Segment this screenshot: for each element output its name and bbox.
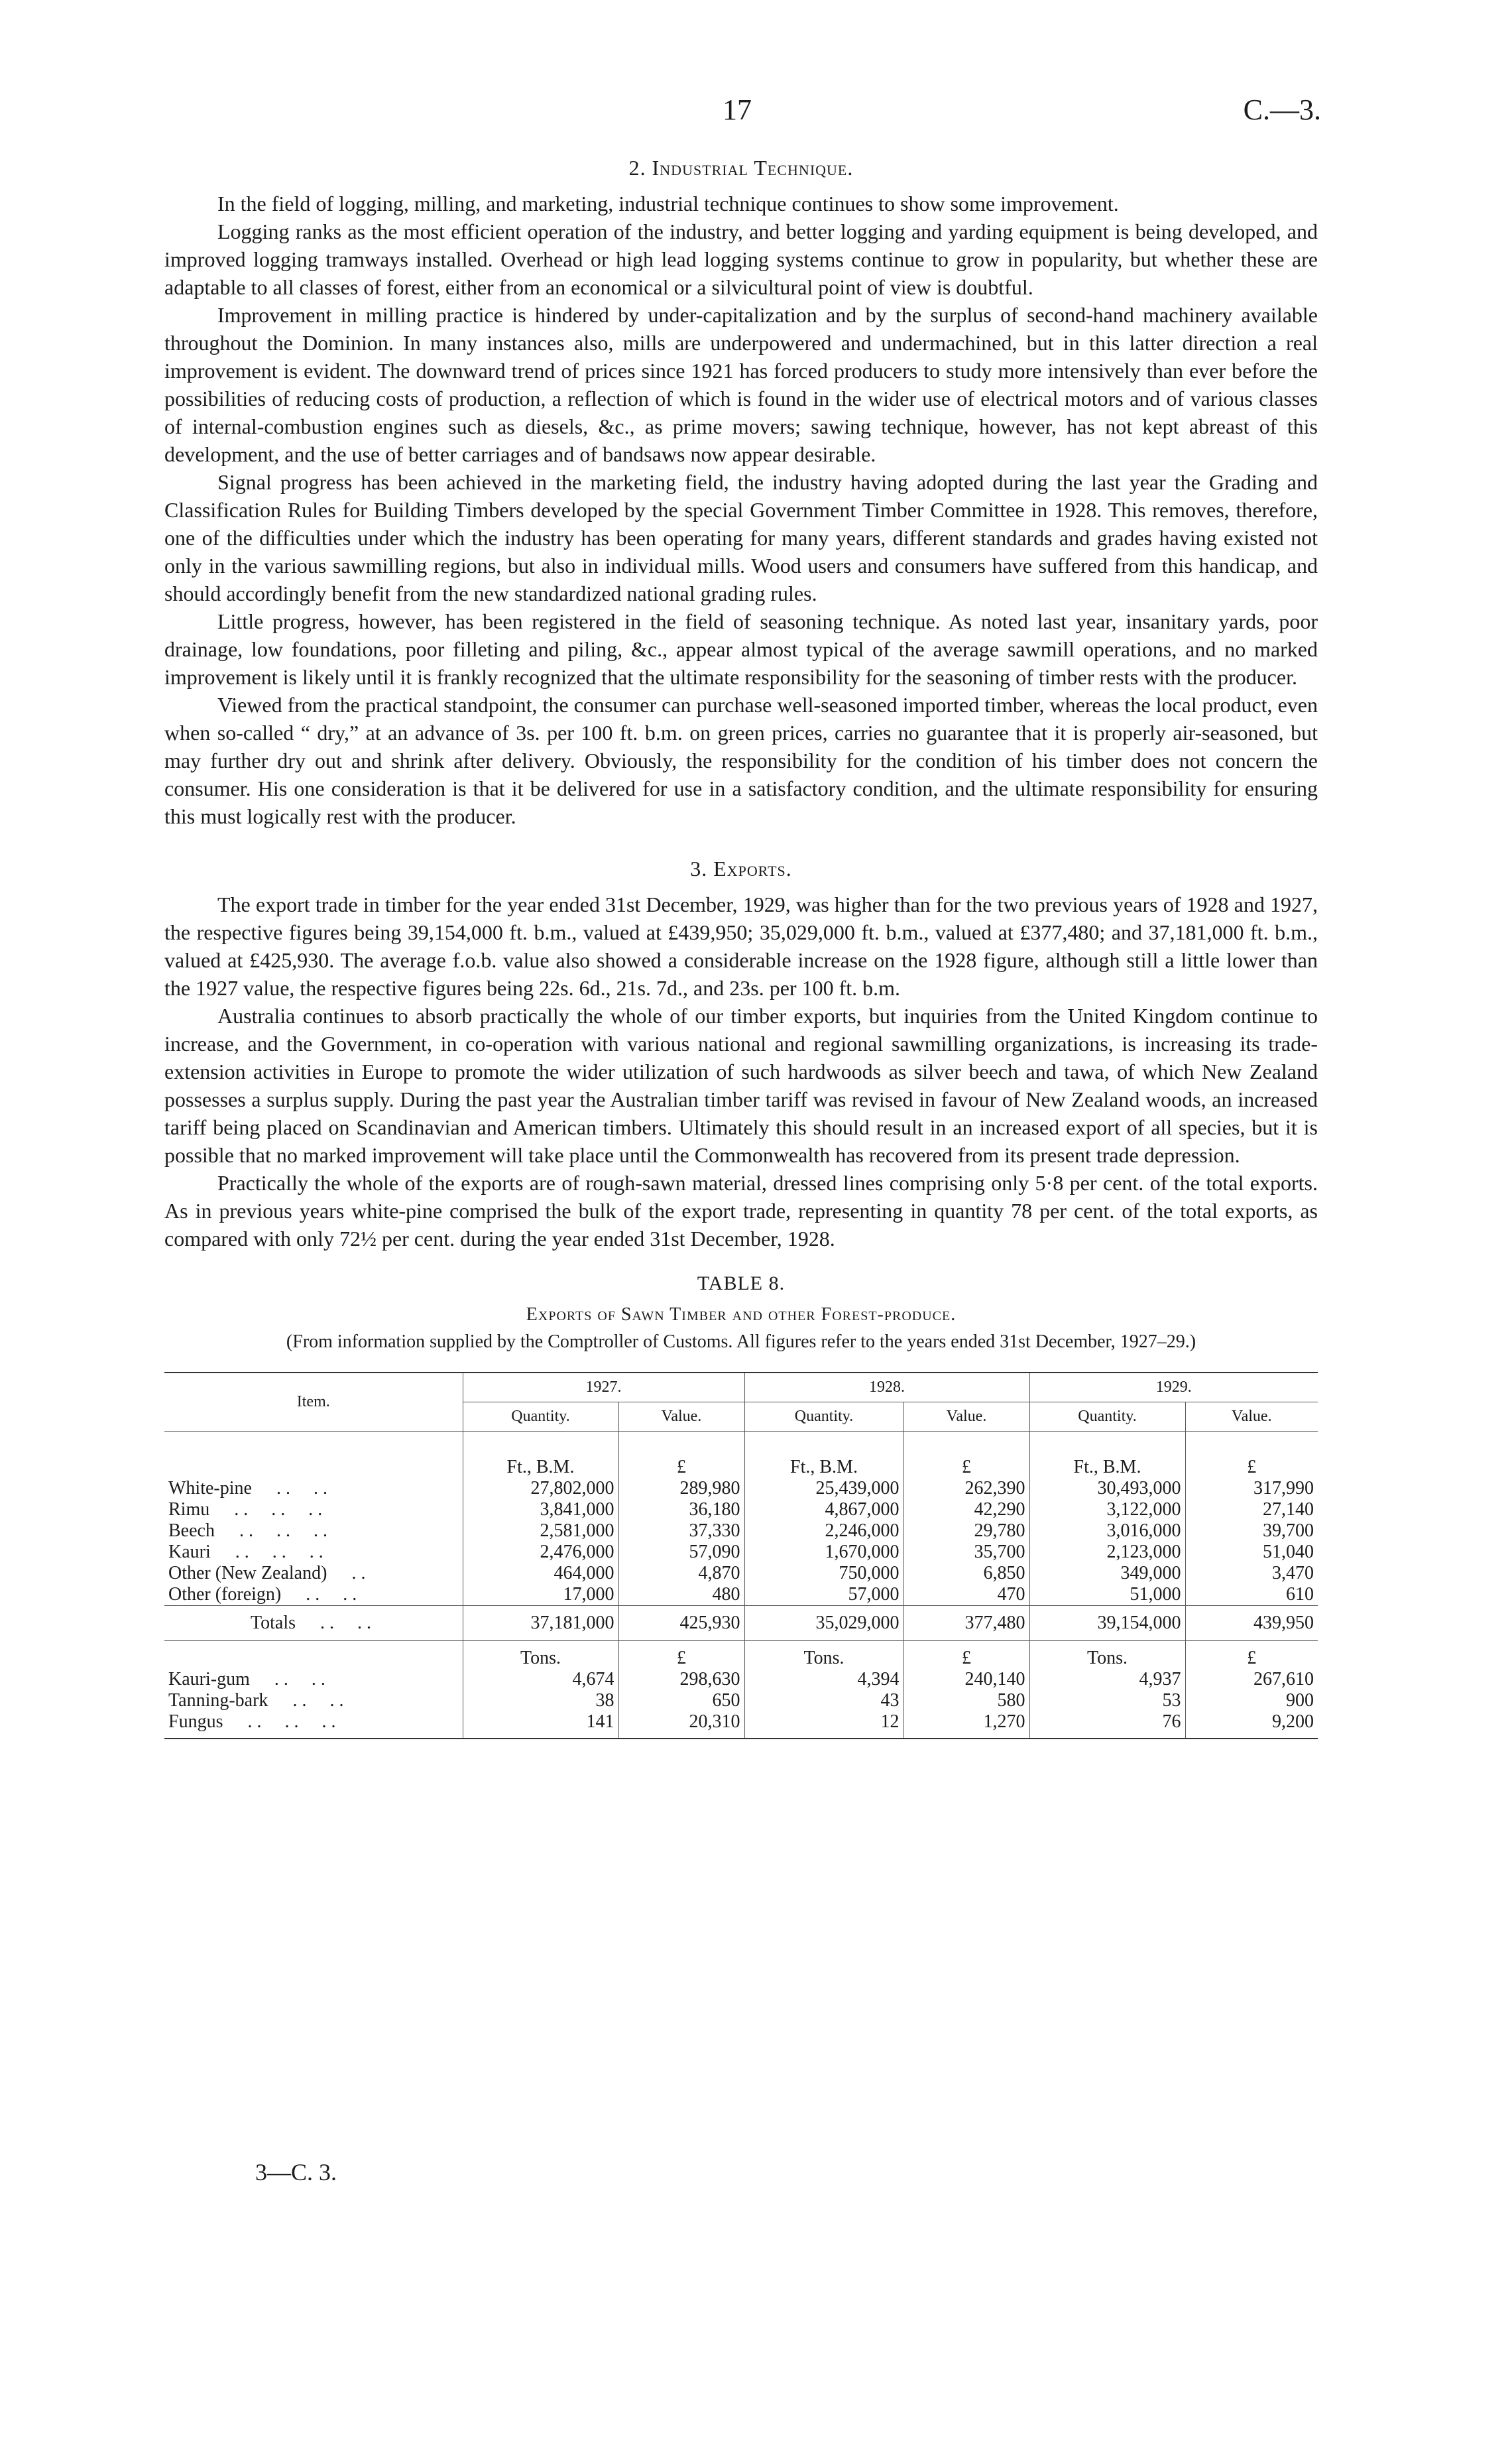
unit-label: £ bbox=[618, 1641, 744, 1670]
paragraph: Logging ranks as the most efficient operation of the industry, and better logging and yarding equipment is being developed, and improved logging tramways installed. Overhead or high lead logging systems continue to grow in popularity, but whether these are adaptable to all classes of forest, either from an economical or a silvicultural point of view is doubtful. bbox=[164, 219, 1318, 299]
table-cell: 3,122,000 bbox=[1029, 1499, 1185, 1520]
table-cell: 349,000 bbox=[1029, 1563, 1185, 1584]
section-exports bbox=[164, 857, 1318, 1253]
table-cell: 43 bbox=[744, 1690, 903, 1711]
leader-dots: . . . . . . bbox=[235, 1542, 323, 1562]
table-cell: 37,330 bbox=[618, 1520, 744, 1542]
leader-dots: . . . . bbox=[320, 1613, 372, 1633]
exports-table bbox=[164, 1372, 1318, 1739]
table-cell: 610 bbox=[1185, 1584, 1318, 1606]
column-header-value: Value. bbox=[903, 1402, 1029, 1432]
totals-row bbox=[164, 1606, 1318, 1641]
table-cell: 17,000 bbox=[463, 1584, 618, 1606]
row-label: Kauri-gum bbox=[168, 1669, 250, 1689]
leader-dots: . . . . bbox=[274, 1669, 325, 1689]
table-cell: 51,040 bbox=[1185, 1542, 1318, 1563]
table-cell: 29,780 bbox=[903, 1520, 1029, 1542]
row-label: White-pine bbox=[168, 1478, 252, 1499]
unit-label: Ft., B.M. bbox=[463, 1457, 618, 1478]
leader-dots: . . . . bbox=[292, 1690, 344, 1711]
table-cell: 3,841,000 bbox=[463, 1499, 618, 1520]
totals-label: Totals bbox=[251, 1613, 296, 1633]
table-cell: 141 bbox=[463, 1711, 618, 1739]
total-cell: 39,154,000 bbox=[1029, 1606, 1185, 1641]
column-header-quantity: Quantity. bbox=[463, 1402, 618, 1432]
table-row bbox=[164, 1711, 1318, 1739]
table-cell: 2,123,000 bbox=[1029, 1542, 1185, 1563]
unit-label: Tons. bbox=[1029, 1641, 1185, 1670]
total-cell: 425,930 bbox=[618, 1606, 744, 1641]
table-cell: 42,290 bbox=[903, 1499, 1029, 1520]
leader-dots: . . . . . . bbox=[234, 1499, 323, 1520]
table-cell: 464,000 bbox=[463, 1563, 618, 1584]
table-row bbox=[164, 1542, 1318, 1563]
table-cell: 30,493,000 bbox=[1029, 1478, 1185, 1499]
leader-dots: . . . . bbox=[306, 1584, 357, 1605]
leader-dots: . . bbox=[351, 1563, 366, 1583]
table-cell: 750,000 bbox=[744, 1563, 903, 1584]
section-heading: 2. Industrial Technique. bbox=[628, 156, 854, 180]
unit-label: £ bbox=[618, 1457, 744, 1478]
column-header-value: Value. bbox=[618, 1402, 744, 1432]
table-cell: 4,394 bbox=[744, 1669, 903, 1690]
table-cell: 4,674 bbox=[463, 1669, 618, 1690]
unit-label: £ bbox=[1185, 1457, 1318, 1478]
paragraph: The export trade in timber for the year ended 31st December, 1929, was higher than for the two previous years of 1928 and 1927, the respective figures being 39,154,000 ft. b.m., valued at £439,950; 35,029,000 ft. b.m., valued at £377,480; and 37,181,000 ft. b.m., valued at £425,930. The average f.o.b. value also showed a considerable increase on the 1928 figure, although still a little lower than the 1927 value, the respective figures being 22s. 6d., 21s. 7d., and 23s. per 100 ft. b.m. bbox=[164, 892, 1318, 1000]
paragraph: Improvement in milling practice is hindered by under-capitalization and by the surplus of second-hand machinery available throughout the Dominion. In many instances also, mills are underpowered and undermachined, but in this latter direction a real improvement is evident. The downward trend of prices since 1921 has forced producers to study more intensively than ever before the possibilities of reducing costs of production, a reflection of which is found in the wider use of electrical motors and of various classes of internal-combustion engines such as diesels, &c., as prime movers; sawing technique, however, has not kept abreast of this development, and the use of better carriages and of bandsaws now appear desirable. bbox=[164, 303, 1318, 466]
table-cell: 9,200 bbox=[1185, 1711, 1318, 1739]
row-label: Other (New Zealand) bbox=[168, 1563, 327, 1583]
table-row bbox=[164, 1478, 1318, 1499]
table-cell: 1,670,000 bbox=[744, 1542, 903, 1563]
unit-label: £ bbox=[1185, 1641, 1318, 1670]
table-cell: 53 bbox=[1029, 1690, 1185, 1711]
page-signature: 3—C. 3. bbox=[255, 2159, 337, 2185]
table-cell: 1,270 bbox=[903, 1711, 1029, 1739]
table-cell: 3,470 bbox=[1185, 1563, 1318, 1584]
row-label: Kauri bbox=[168, 1542, 211, 1562]
table-cell: 25,439,000 bbox=[744, 1478, 903, 1499]
table-row bbox=[164, 1690, 1318, 1711]
unit-label: Tons. bbox=[744, 1641, 903, 1670]
table-cell: 580 bbox=[903, 1690, 1029, 1711]
total-cell: 377,480 bbox=[903, 1606, 1029, 1641]
paragraph: Practically the whole of the exports are of rough-sawn material, dressed lines comprising only 5·8 per cent. of the total exports. As in previous years white-pine comprised the bulk of the export trade, representing in quantity 78 per cent. of the total exports, as compared with only 72½ per cent. during the year ended 31st December, 1928. bbox=[164, 1171, 1318, 1251]
row-label: Other (foreign) bbox=[168, 1584, 282, 1605]
table-cell: 57,090 bbox=[618, 1542, 744, 1563]
unit-label: £ bbox=[903, 1457, 1029, 1478]
column-header-year: 1927. bbox=[463, 1373, 744, 1402]
table-row bbox=[164, 1584, 1318, 1606]
table-cell: 3,016,000 bbox=[1029, 1520, 1185, 1542]
units-row bbox=[164, 1457, 1318, 1478]
table-cell: 38 bbox=[463, 1690, 618, 1711]
table-cell: 35,700 bbox=[903, 1542, 1029, 1563]
table-cell: 289,980 bbox=[618, 1478, 744, 1499]
table-row bbox=[164, 1563, 1318, 1584]
column-header-quantity: Quantity. bbox=[744, 1402, 903, 1432]
column-header-year: 1928. bbox=[744, 1373, 1029, 1402]
row-label: Rimu bbox=[168, 1499, 210, 1520]
table-cell: 2,581,000 bbox=[463, 1520, 618, 1542]
row-label: Beech bbox=[168, 1520, 215, 1541]
unit-label: Tons. bbox=[463, 1641, 618, 1670]
leader-dots: . . . . . . bbox=[247, 1711, 336, 1732]
table-cell: 51,000 bbox=[1029, 1584, 1185, 1606]
unit-label: Ft., B.M. bbox=[744, 1457, 903, 1478]
column-header-year: 1929. bbox=[1029, 1373, 1318, 1402]
table-cell: 480 bbox=[618, 1584, 744, 1606]
column-header-value: Value. bbox=[1185, 1402, 1318, 1432]
table-cell: 4,870 bbox=[618, 1563, 744, 1584]
table-cell: 2,476,000 bbox=[463, 1542, 618, 1563]
paragraph: Australia continues to absorb practically the whole of our timber exports, but inquiries from the United Kingdom continue to increase, and the Government, in co-operation with various national and regional sawmilling organizations, is increasing its trade-extension activities in Europe to promote the wider utilization of such hardwoods as silver beech and tawa, of which New Zealand possesses a surplus supply. During the past year the Australian timber tariff was revised in favour of New Zealand woods, an increased tariff being placed on Scandinavian and American timbers. Ultimately this should result in an increased export of all species, but it is possible that no marked improvement will take place until the Commonwealth has recovered from its present trade depression. bbox=[164, 1004, 1318, 1167]
table-cell: 650 bbox=[618, 1690, 744, 1711]
leader-dots: . . . . . . bbox=[239, 1520, 327, 1541]
unit-label: Ft., B.M. bbox=[1029, 1457, 1185, 1478]
table-cell: 2,246,000 bbox=[744, 1520, 903, 1542]
page-body bbox=[164, 156, 1318, 1739]
table-cell: 4,867,000 bbox=[744, 1499, 903, 1520]
table-row bbox=[164, 1520, 1318, 1542]
column-header-quantity: Quantity. bbox=[1029, 1402, 1185, 1432]
leader-dots: . . . . bbox=[276, 1478, 327, 1499]
table-cell: 20,310 bbox=[618, 1711, 744, 1739]
table-cell: 27,140 bbox=[1185, 1499, 1318, 1520]
table-cell: 240,140 bbox=[903, 1669, 1029, 1690]
units-row bbox=[164, 1641, 1318, 1670]
total-cell: 439,950 bbox=[1185, 1606, 1318, 1641]
table-note: (From information supplied by the Comptroller of Customs. All figures refer to the years ended 31st December, 1927–29.) bbox=[286, 1331, 1196, 1352]
paragraph: Signal progress has been achieved in the marketing field, the industry having adopted during the last year the Grading and Classification Rules for Building Timbers developed by the special Government Timber Committee in 1928. This removes, therefore, one of the difficulties under which the industry has been operating for many years, different standards and grades having existed not only in the various sawmilling regions, but also in individual mills. Wood users and consumers have suffered from this handicap, and should accordingly benefit from the new standardized national grading rules. bbox=[164, 470, 1318, 605]
table-cell: 470 bbox=[903, 1584, 1029, 1606]
row-label: Fungus bbox=[168, 1711, 223, 1732]
total-cell: 37,181,000 bbox=[463, 1606, 618, 1641]
table-cell: 36,180 bbox=[618, 1499, 744, 1520]
table-cell: 39,700 bbox=[1185, 1520, 1318, 1542]
table-cell: 317,990 bbox=[1185, 1478, 1318, 1499]
unit-label: £ bbox=[903, 1641, 1029, 1670]
table-cell: 262,390 bbox=[903, 1478, 1029, 1499]
table-cell: 57,000 bbox=[744, 1584, 903, 1606]
paragraph: Little progress, however, has been registered in the field of seasoning technique. As noted last year, insanitary yards, poor drainage, low foundations, poor filleting and piling, &c., appear almost typical of the average sawmill operations, and no marked improvement is likely until it is frankly recognized that the ultimate responsibility for the seasoning of timber rests with the producer. bbox=[164, 609, 1318, 689]
paragraph: In the field of logging, milling, and marketing, industrial technique continues to show some improvement. bbox=[217, 192, 1119, 215]
table-title: TABLE 8. bbox=[697, 1272, 785, 1294]
table-row bbox=[164, 1669, 1318, 1690]
table-cell: 12 bbox=[744, 1711, 903, 1739]
table-cell: 4,937 bbox=[1029, 1669, 1185, 1690]
table-cell: 900 bbox=[1185, 1690, 1318, 1711]
table-cell: 27,802,000 bbox=[463, 1478, 618, 1499]
table-cell: 76 bbox=[1029, 1711, 1185, 1739]
section-industrial-technique bbox=[164, 156, 1318, 830]
table-cell: 267,610 bbox=[1185, 1669, 1318, 1690]
column-header-item: Item. bbox=[164, 1373, 463, 1432]
section-heading: 3. Exports. bbox=[690, 857, 792, 881]
table-row bbox=[164, 1499, 1318, 1520]
table-cell: 6,850 bbox=[903, 1563, 1029, 1584]
page-header bbox=[0, 93, 1512, 133]
page-number: 17 bbox=[723, 93, 752, 126]
table-cell: 298,630 bbox=[618, 1669, 744, 1690]
row-label: Tanning-bark bbox=[168, 1690, 268, 1711]
document-code: C.—3. bbox=[1243, 93, 1321, 126]
table-subtitle: Exports of Sawn Timber and other Forest-produce. bbox=[526, 1304, 957, 1325]
paragraph: Viewed from the practical standpoint, the consumer can purchase well-seasoned imported timber, whereas the local product, even when so-called “ dry,” at an advance of 3s. per 100 ft. b.m. on green prices, carries no guarantee that it is properly air-seasoned, but may further dry out and shrink after delivery. Obviously, the responsibility for the condition of his timber does not concern the consumer. His one consideration is that it be delivered for use in a satisfactory condition, and the ultimate responsibility for ensuring this must logically rest with the producer. bbox=[164, 693, 1318, 828]
total-cell: 35,029,000 bbox=[744, 1606, 903, 1641]
